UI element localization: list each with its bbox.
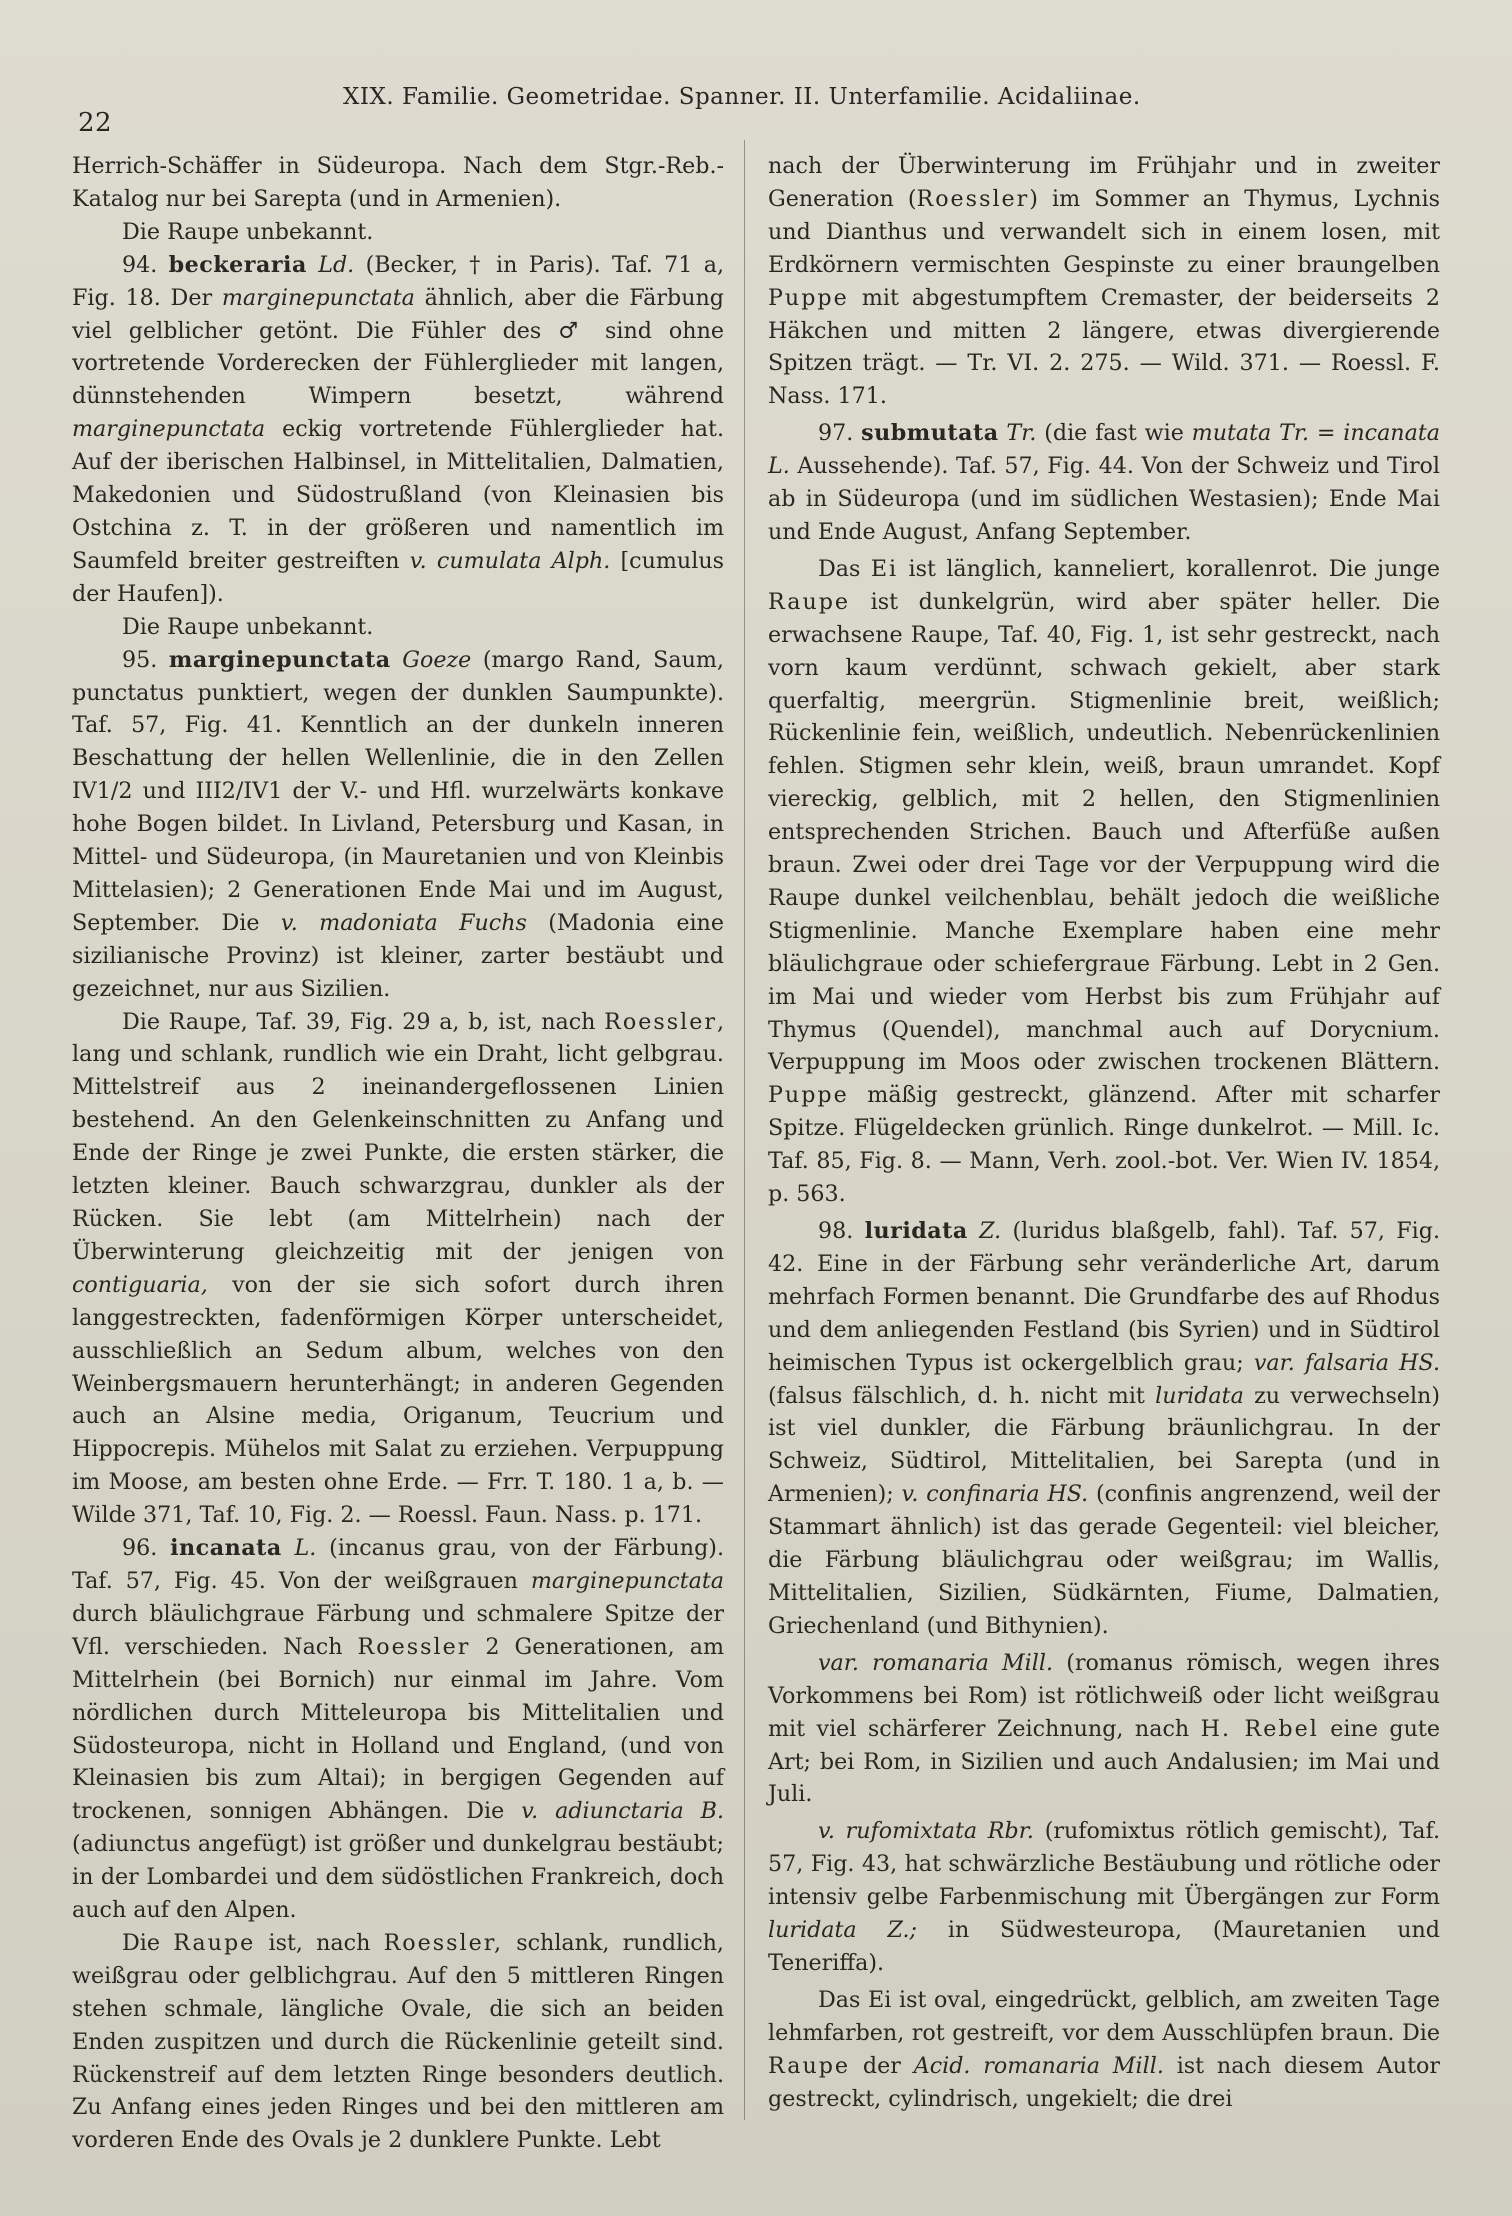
- italic-name: var. romanaria Mill.: [818, 1649, 1054, 1676]
- entry-text: (falsus fälschlich, d. h. nicht mit: [768, 1382, 1145, 1409]
- paragraph-text: Herrich-Schäffer in Südeuropa. Nach dem Stgr.-Reb.-Katalog nur bei Sarepta (und in Armenien).: [72, 153, 724, 212]
- paragraph-text: (romanus römisch, wegen ihres Vorkommens bei Rom) ist rötlichweiß oder licht weißgrau mit viel schärferer Zeichnung, nach: [768, 1649, 1440, 1742]
- entry-text: (confinis angrenzend, weil der Stammart ähnlich) ist das gerade Gegenteil: viel bleicher, die Färbung bläulichgrau oder weißgrau; im Wallis, Mittelitalien, Sizilien, Südkärnten, Fiume, Dalmatien, Griechenland (und Bithynien).: [768, 1481, 1440, 1639]
- paragraph-text: Das: [818, 555, 861, 582]
- paragraph-text: Das Ei ist oval, eingedrückt, gelblich, am zweiten Tage lehmfarben, rot gestreift, vor dem Ausschlüpfen braun. Die: [768, 1986, 1440, 2046]
- species-name: luridata: [864, 1218, 968, 1244]
- entry-text: (luridus blaßgelb, fahl). Taf. 57, Fig. 42. Eine in der Färbung sehr veränderliche Art, darum mehrfach Formen benannt. Die Grundfarbe des auf Rhodus und dem anliegenden Festland (bis Syrien) und in Südtirol heimischen Typus ist ockergelblich grau;: [768, 1218, 1441, 1376]
- paragraph: [768, 150, 1440, 413]
- running-head: XIX. Familie. Geometridae. Spanner. II. Unterfamilie. Acidaliinae.: [343, 84, 1141, 110]
- italic-name: Acid. romanaria Mill.: [913, 2052, 1164, 2079]
- entry-text: ähnlich, aber die Färbung viel gelblicher getönt. Die Fühler des ♂ sind ohne vortretende Vorderecken der Fühlerglieder mit langen, dünnstehenden Wimpern besetzt, während: [72, 284, 724, 410]
- paragraph-text: , lang und schlank, rundlich wie ein Draht, licht gelbgrau. Mittelstreif aus 2 ineinandergeflossenen Linien bestehend. An den Gelenkeinschnitten zu Anfang und Ende der Ringe je zwei Punkte, die ersten stärker, die letzten kleiner. Bauch schwarzgrau, dunkler als der Rücken. Sie lebt (am Mittelrhein) nach der Überwinterung gleichzeitig mit der jenigen von: [72, 1008, 724, 1265]
- paragraph-text: Die Raupe unbekannt.: [122, 613, 374, 640]
- spaced-word: Raupe: [768, 588, 851, 615]
- entry-number: 96.: [122, 1535, 158, 1562]
- entry-number: 98.: [818, 1218, 854, 1244]
- spaced-word: Ei: [870, 555, 899, 582]
- paragraph-text: mäßig gestreckt, glänzend. After mit scharfer Spitze. Flügeldecken grünlich. Ringe dunkelrot. — Mill. Ic. Taf. 85, Fig. 8. — Mann, Verh. zool.-bot. Ver. Wien IV. 1854, p. 563.: [768, 1082, 1441, 1208]
- right-column: [768, 150, 1440, 2115]
- column-divider: [744, 140, 745, 2120]
- spaced-word: Raupe: [768, 2052, 851, 2079]
- paragraph: [72, 216, 724, 249]
- italic-name: marginepunctata: [221, 284, 415, 311]
- paragraph: [72, 1927, 724, 2157]
- paragraph-text: in Südwesteuropa, (Mauretanien und Teneriffa).: [768, 1917, 1440, 1976]
- paragraph-text: ) im Sommer an Thymus, Lychnis und Dianthus und verwandelt sich in einem losen, mit Erdkörnern vermischten Gespinste zu einer braungelben: [768, 185, 1440, 278]
- author: Tr.: [1006, 420, 1037, 447]
- paragraph-text: ist dunkelgrün, wird aber später heller. Die erwachsene Raupe, Taf. 40, Fig. 1, ist sehr gestreckt, nach vorn kaum verdünnt, schwach gekielt, aber stark querfaltig, meergrün. Stigmenlinie breit, weißlich; Rückenlinie fein, weißlich, undeutlich. Nebenrückenlinien fehlen. Stigmen sehr klein, weiß, braun umrandet. Kopf viereckig, gelblich, mit 2 hellen, den Stigmenlinien entsprechenden Strichen. Bauch und Afterfüße außen braun. Zwei oder drei Tage vor der Verpuppung wird die Raupe dunkel veilchenblau, behält jedoch die weißliche Stigmenlinie. Manche Exemplare haben eine mehr bläulichgraue oder schiefergraue Färbung. Lebt in 2 Gen. im Mai und wieder vom Herbst bis zum Frühjahr auf Thymus (Quendel), manchmal auch auf Dorycnium. Verpuppung im Moos oder zwischen trockenen Blättern.: [768, 588, 1440, 1076]
- page-header: [78, 84, 1438, 138]
- author-spaced: Roessler: [916, 185, 1030, 212]
- paragraph: [72, 611, 724, 644]
- page-number: 22: [78, 108, 113, 138]
- species-name: marginepunctata: [168, 646, 391, 673]
- entry-98: [768, 1215, 1440, 1643]
- italic-name: v. confinaria HS.: [901, 1481, 1089, 1508]
- italic-name: v. madoniata Fuchs: [280, 909, 527, 936]
- entry-number: 97.: [818, 420, 854, 447]
- paragraph-text: ist nach diesem Autor gestreckt, cylindrisch, ungekielt; die drei: [768, 2052, 1440, 2112]
- entry-text: (incanus grau, von der Färbung). Taf. 57, Fig. 45. Von der weißgrauen: [72, 1535, 725, 1594]
- author-spaced: H. Rebel: [1200, 1715, 1319, 1742]
- author-spaced: Roessler: [604, 1008, 717, 1035]
- paragraph-text: schlank, rundlich, weißgrau oder gelblichgrau. Auf den 5 mittleren Ringen stehen schmale, längliche Ovale, die sich an beiden Enden zuspitzen und durch die Rückenlinie geteilt sind. Rückenstreif auf dem letzten Ringe besonders deutlich. Zu Anfang eines jeden Ringes und bei den mittleren am vorderen Ende des Ovals je 2 dunklere Punkte. Lebt: [72, 1929, 724, 2154]
- italic-name: luridata Z.;: [768, 1917, 918, 1944]
- spaced-word: Puppe: [768, 1082, 849, 1109]
- species-name: beckeraria: [168, 251, 307, 278]
- italic-name: luridata: [1155, 1382, 1244, 1409]
- spaced-word: Puppe: [768, 284, 849, 311]
- paragraph-text: nach der Überwinterung im Frühjahr und in zweiter Generation (: [768, 153, 1440, 212]
- entry-text: zu verwechseln) ist viel dunkler, die Färbung bräunlichgrau. In der Schweiz, Südtirol, Mittelitalien, bei Sarepta (und in Armenien);: [768, 1382, 1441, 1508]
- entry-96: [72, 1532, 724, 1927]
- left-column: [72, 150, 724, 2157]
- paragraph: [72, 150, 724, 216]
- author: Z.: [979, 1218, 1002, 1244]
- paragraph: [768, 1647, 1440, 1812]
- species-name: submutata: [861, 420, 999, 447]
- paragraph-text: eine gute Art; bei Rom, in Sizilien und auch Andalusien; im Mai und Juli.: [768, 1715, 1440, 1808]
- species-name: incanata: [170, 1535, 282, 1562]
- entry-94: [72, 249, 724, 611]
- spaced-word: Raupe: [173, 1929, 256, 1956]
- paragraph: [768, 553, 1440, 1211]
- entry-text: (margo Rand, Saum, punctatus punktiert, wegen der dunklen Saumpunkte). Taf. 57, Fig. 41. Kenntlich an der dunkeln inneren Beschattung der hellen Wellenlinie, die in den Zellen IV1/2 und III2/IV1 der V.- und Hfl. wurzelwärts konkave hohe Bogen bildet. In Livland, Petersburg und Kasan, in Mittel- und Südeuropa, (in Mauretanien und von Kleinbis Mittelasien); 2 Generationen Ende Mai und im August, September. Die: [72, 646, 724, 936]
- entry-text: 2 Generationen, am Mittelrhein (bei Bornich) nur einmal im Jahre. Vom nördlichen durch Mitteleuropa bis Mittelitalien und Südosteuropa, nicht in Holland und England, (und von Kleinasien bis zum Altai); in bergigen Gegenden auf trockenen, sonnigen Abhängen. Die: [72, 1633, 724, 1825]
- paragraph: [768, 1984, 1440, 2116]
- entry-text: (die fast wie: [1044, 420, 1184, 447]
- entry-97: [768, 417, 1440, 549]
- italic-name: v. rufomixtata Rbr.: [818, 1818, 1034, 1845]
- author: Goeze: [402, 646, 472, 673]
- entry-text: (Becker, † in Paris). Taf. 71 a, Fig. 18. Der: [72, 251, 725, 311]
- italic-name: marginepunctata: [72, 416, 266, 443]
- paragraph: [768, 1815, 1440, 1980]
- entry-text: Aussehende). Taf. 57, Fig. 44. Von der Schweiz und Tirol ab in Südeuropa (und im südlichen Westasien); Ende Mai und Ende August, Anfang September.: [768, 453, 1440, 545]
- paragraph-text: Die Raupe unbekannt.: [122, 218, 374, 245]
- paragraph-text: von der sie sich sofort durch ihren langgestreckten, fadenförmigen Körper unterscheidet, ausschließlich an Sedum album, welches von den Weinbergsmauern herunterhängt; in anderen Gegenden auch an Alsine media, Origanum, Teucrium und Hippocrepis. Mühelos mit Salat zu erziehen. Verpuppung im Moose, am besten ohne Erde. — Frr. T. 180. 1 a, b. — Wilde 371, Taf. 10, Fig. 2. — Roessl. Faun. Nass. p. 171.: [72, 1271, 724, 1529]
- italic-name: contiguaria,: [72, 1271, 208, 1298]
- paragraph: [72, 1006, 724, 1533]
- italic-name: v. cumulata Alph.: [409, 547, 611, 574]
- paragraph-text: Die: [122, 1929, 161, 1956]
- italic-name: mutata Tr. = incanata L.: [768, 420, 1440, 480]
- paragraph-text: ist, nach: [268, 1929, 371, 1956]
- entry-text: (adiunctus angefügt) ist größer und dunkelgrau bestäubt; in der Lombardei und dem südöstlichen Frankreich, doch auch auf den Alpen.: [72, 1831, 724, 1924]
- author: Ld.: [318, 251, 355, 278]
- entry-text: eckig vortretende Fühlerglieder hat. Auf der iberischen Halbinsel, in Mittelitalien, Dalmatien, Makedonien und Südostrußland (von Kleinasien bis Ostchina z. T. in der größeren und namentlich im Saumfeld breiter gestreiften: [72, 416, 724, 574]
- italic-name: v. adiunctaria B.: [521, 1798, 725, 1825]
- paragraph-text: (rufomixtus rötlich gemischt), Taf. 57, Fig. 43, hat schwärzliche Bestäubung und rötliche oder intensiv gelbe Farbenmischung mit Übergängen zur Form: [768, 1818, 1440, 1911]
- paragraph-text: mit abgestumpftem Cremaster, der beiderseits 2 Häkchen und mitten 2 längere, etwas divergierende Spitzen trägt. — Tr. VI. 2. 275. — Wild. 371. — Roessl. F. Nass. 171.: [768, 284, 1441, 410]
- author-spaced: Roessler: [357, 1633, 471, 1660]
- entry-text: durch bläulichgraue Färbung und schmalere Spitze der Vfl. verschieden. Nach: [72, 1600, 724, 1660]
- paragraph-text: der: [862, 2052, 901, 2079]
- paragraph-text: Die Raupe, Taf. 39, Fig. 29 a, b, ist, nach: [122, 1008, 596, 1035]
- italic-name: var. falsaria HS.: [1253, 1349, 1440, 1376]
- author-spaced: Roessler,: [383, 1929, 504, 1956]
- paragraph-text: ist länglich, kanneliert, korallenrot. Die junge: [908, 555, 1440, 582]
- entry-text: (Madonia eine sizilianische Provinz) ist kleiner, zarter bestäubt und gezeichnet, nur aus Sizilien.: [72, 909, 724, 1002]
- entry-number: 94.: [122, 251, 158, 278]
- entry-text: [cumulus der Haufen]).: [72, 547, 724, 607]
- author: L.: [294, 1535, 317, 1562]
- entry-number: 95.: [122, 646, 158, 673]
- entry-95: [72, 644, 724, 1006]
- italic-name: marginepunctata: [530, 1567, 724, 1594]
